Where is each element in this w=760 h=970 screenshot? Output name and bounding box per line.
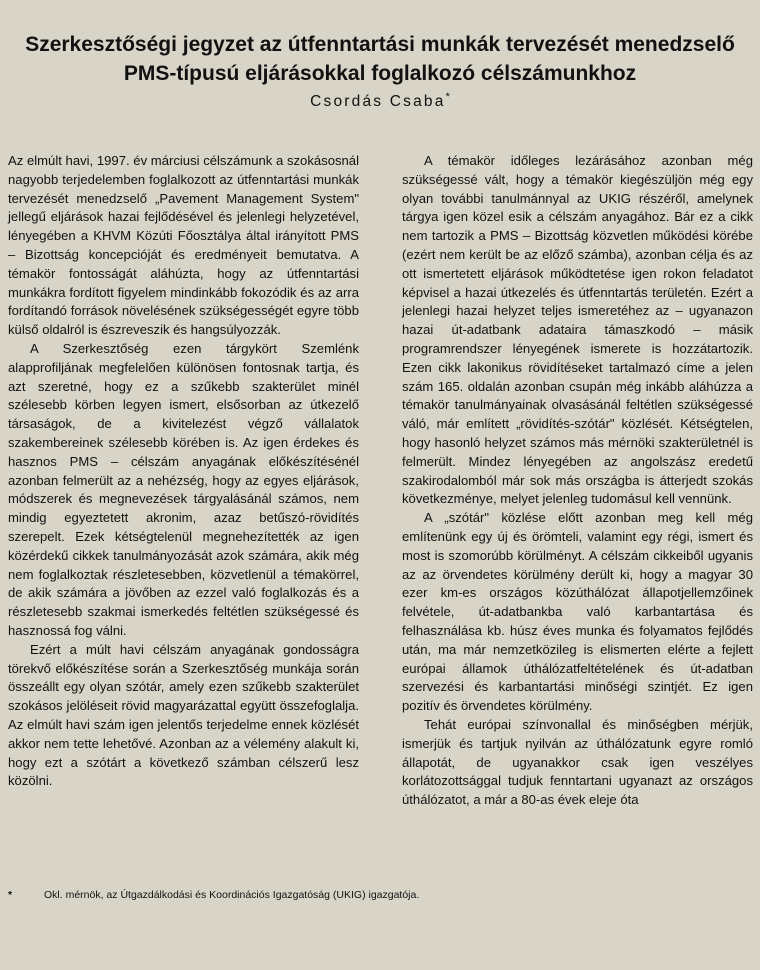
- paragraph: A Szerkesztőség ezen tárgykört Szemlénk alapprofiljának megfelelően különösen fontosnak tartja, és azt szeretné, hogy ez a szűkebb szakterület minél szélesebb körben legyen ismert, elsősorban az útkezelő társaságok, de a kivitelezést végző vállalatok szakembereinek szélesebb körében is. Az igen érdekes és hasznos PMS – célszám anyagának előkészítésénél azonban felmerült az a nehézség, hogy az egyes eljárások, módszerek és megnevezések tárgyalásánál számos, nem mindig egyeztetett akronim, azaz betűszó-rövidítés szerepelt. Ezek kétségtelenül megnehezítették az igen közérdekű cikkek tanulmányozását azok számára, akik még nem foglalkoztak részletesebben, közvetlenül a témakörrel, de akik számára a jövőben az ezzel való foglalkozás és a részletesebb szakmai ismerkedés feltétlen szükségessé és hasznossá fog válni.: [8, 340, 359, 638]
- paragraph: A témakör időleges lezárásához azonban még szükségessé vált, hogy a témakör kiegészüljön még egy olyan további tanulmánnyal az UKIG részéről, amelynek tárgya igen közel esik a célszám anyagához. Bár ez a cikk nem tartozik a PMS – Bizottság közvetlen működési körébe (ezért nem került be az előző számba), azonban célja és az ott ismertetett eljárások működtetése igen rokon feladatot képvisel a hazai útkezelés és útfenntartás területén. Ezért a jelenlegi hazai helyzet teljes ismeretéhez az – ugyanazon hazai út-adatbank adataira támaszkodó – másik programrendszer lényegének ismerete is hozzátartozik. Ezen cikk lakonikus rövidítéseket tartalmazó címe a jelen szám 165. oldalán azonban csupán még inkább aláhúzza a témakör tanulmányainak olvasásánál feltétlen szükségessé váló, már említett „rövidítés-szótár" közlését. Kétségtelen, hogy hasonló helyzet számos más mérnöki szakterületnél is felmerült. Mindez lényegében az angolszász eredetű szakirodalomból már sok más országba is átterjedt szokás következménye, melyet jelenleg tudomásul kell vennünk.: [402, 153, 753, 507]
- author-name: Csordás Csaba: [310, 93, 446, 111]
- paragraph: Tehát európai színvonallal és minőségben mérjük, ismerjük és tartjuk nyilván az úthálózatunk egyre romló állapotát, de ugyanakkor csak igen veszélyes korlátozottsággal tudjuk fenntartani ugyanazt az országos úthálózatot, a már a 80-as évek eleje óta: [402, 716, 753, 808]
- author-line: [0, 91, 760, 111]
- right-column: [402, 152, 753, 810]
- footnote: [8, 888, 748, 902]
- author-footnote-mark: *: [445, 91, 450, 103]
- paragraph: Ezért a múlt havi célszám anyagának gondosságra törekvő előkészítése során a Szerkesztőség munkája során összeállt egy olyan szótár, amely ezen szűkebb szakterület szokásos jelöléseit rövid magyarázattal együtt összefoglalja. Az elmúlt havi szám igen jelentős terjedelme ennek közlését akkor nem tette lehetővé. Azonban az a vélemény alakult ki, hogy ezt a szótárt a következő számban célszerű lesz közölni.: [8, 641, 359, 789]
- article-title: Szerkesztőségi jegyzet az útfenntartási munkák tervezését menedzselő PMS-típusú eljárásokkal foglalkozó célszámunkhoz: [25, 33, 735, 85]
- left-column: [8, 152, 359, 791]
- paragraph: A „szótár" közlése előtt azonban meg kell még említenünk egy új és örömteli, valamint egy régi, ismert és most is szomorúbb körülményt. A célszám cikkeiből ugyanis az az örvendetes körülmény derült ki, hogy a magyar 30 ezer km-es országos közúthálózat állapotjellemzőinek felvétele, út-adatbankba való karbantartása és felhasználása kb. húsz éves munka és folyamatos fejlődés után, ma már nemzetközileg is elismerten elérte a fejlett európai államok úthálózatfeltételének és út-adatban szervezési és karbantartási minőségi szintjét. Ez igen pozitív és örvendetes körülmény.: [402, 510, 753, 714]
- footnote-text: Okl. mérnök, az Útgazdálkodási és Koordinációs Igazgatóság (UKIG) igazgatója.: [44, 889, 420, 901]
- footnote-mark: *: [8, 889, 13, 901]
- paragraph: Az elmúlt havi, 1997. év márciusi célszámunk a szokásosnál nagyobb terjedelemben foglalkozott az útfenntartási munkák tervezését menedzselő „Pavement Management System" jellegű eljárások hazai fejlődésével és jelenlegi helyzetével, lényegében a KHVM Közúti Főosztálya által irányított PMS – Bizottság koncepcióját és eredményeit bemutatva. A témakör fontosságát aláhúzta, hogy az útfenntartási munkákra fordított figyelem mindinkább fokozódik és az arra fordítandó források növelésének szükségességét egyre több külső oldalról is észreveszik és hangsúlyozzák.: [8, 153, 359, 338]
